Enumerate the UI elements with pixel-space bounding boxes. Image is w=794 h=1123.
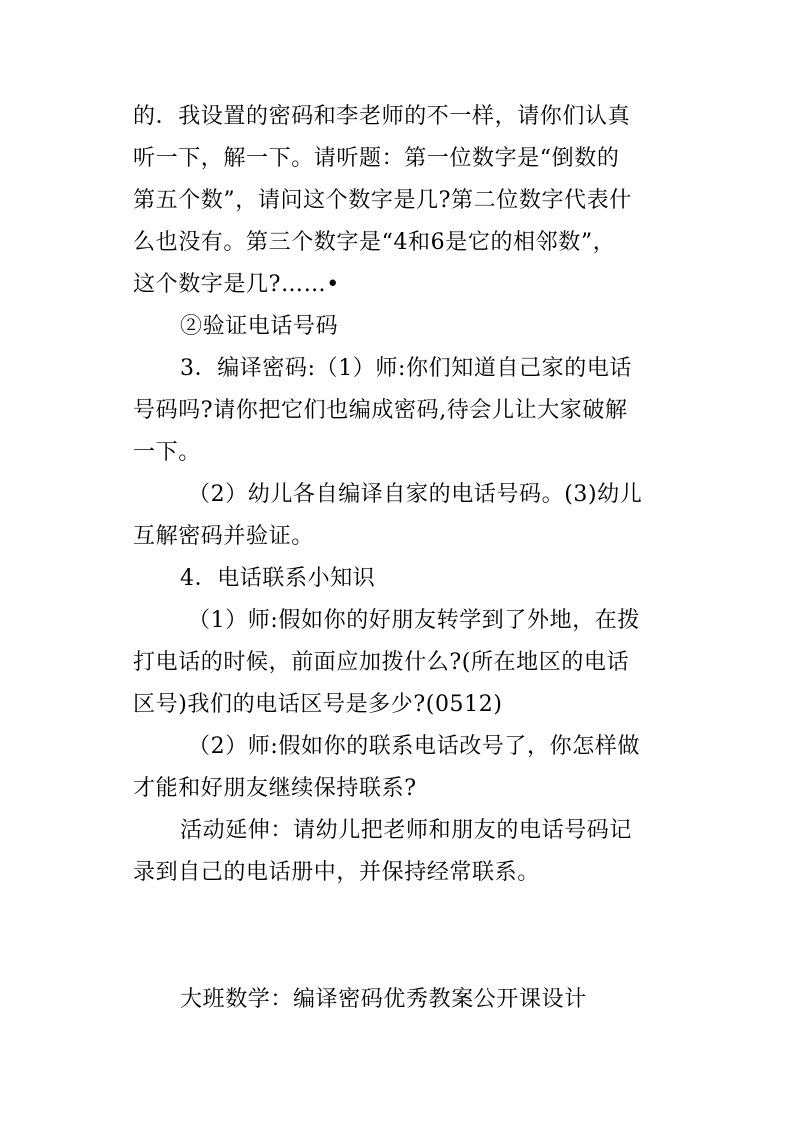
text-line: 这个数字是几?……•	[133, 272, 340, 297]
text-line: 活动延伸：请幼儿把老师和朋友的电话号码记	[180, 818, 633, 843]
text-line: 录到自己的电话册中，并保持经常联系。	[133, 860, 540, 885]
text-line: 一下。	[133, 440, 201, 465]
text-line: （2）师:假如你的联系电话改号了，你怎样做	[188, 734, 641, 759]
text-line: 第五个数”，请问这个数字是几?第二位数字代表什	[133, 188, 632, 213]
text-line: 的．我设置的密码和李老师的不一样，请你们认真	[133, 104, 631, 129]
section-heading: ②验证电话号码	[180, 314, 339, 339]
text-line: （1）师:假如你的好朋友转学到了外地，在拨	[188, 608, 641, 633]
footer-title: 大班数学：编译密码优秀教案公开课设计	[180, 987, 587, 1012]
text-line: 互解密码并验证。	[133, 524, 314, 549]
text-line: 打电话的时候，前面应加拨什么?(所在地区的电话	[133, 650, 630, 675]
text-line: （2）幼儿各自编译自家的电话号码。(3)幼儿	[188, 482, 643, 507]
text-line: 号码吗?请你把它们也编成密码,待会儿让大家破解	[133, 398, 628, 423]
text-line: 才能和好朋友继续保持联系?	[133, 776, 417, 801]
text-line: 么也没有。第三个数字是“4和6是它的相邻数”，	[133, 230, 616, 255]
section-heading: 4．电话联系小知识	[180, 566, 376, 591]
text-line: 区号)我们的电话区号是多少?(0512)	[133, 692, 503, 717]
text-line: 3．编译密码:（1）师:你们知道自己家的电话	[180, 356, 633, 381]
text-line: 听一下，解一下。请听题：第一位数字是“倒数的	[133, 146, 620, 171]
